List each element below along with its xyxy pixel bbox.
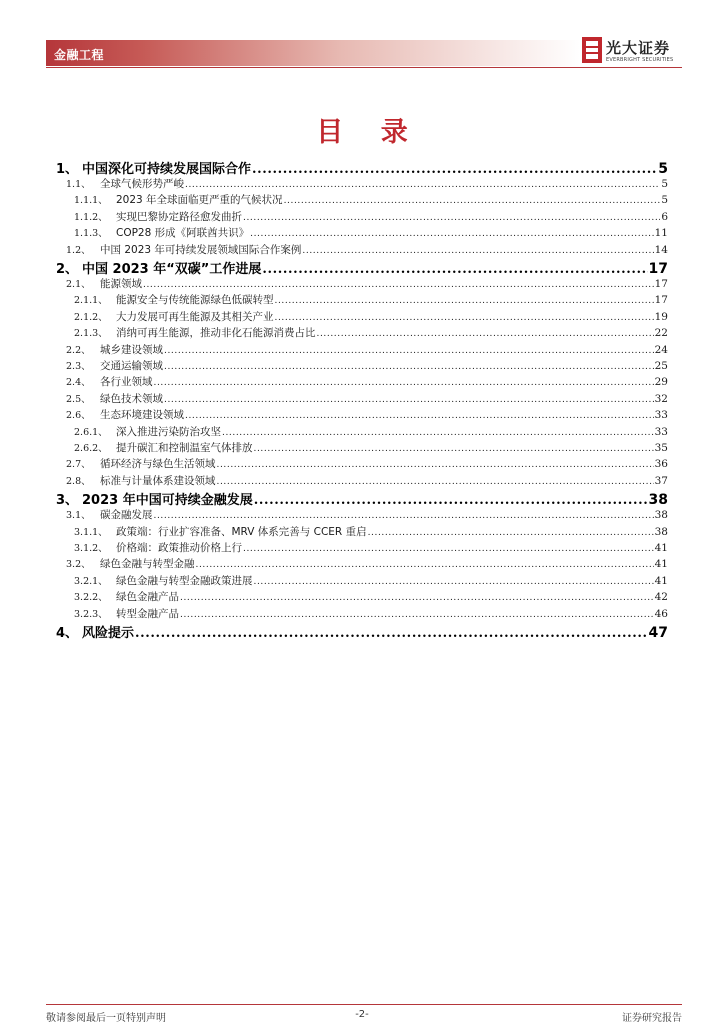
- toc-entry-number: 3.2.2、: [74, 592, 108, 604]
- toc-entry-page: 32: [654, 392, 668, 405]
- toc-entry-number: 1.1、: [66, 179, 91, 190]
- toc-entry[interactable]: [66, 374, 668, 390]
- toc-entry-number: 3.1.1、: [74, 526, 108, 538]
- toc-entry-number: 2.5、: [66, 393, 91, 405]
- toc-entry[interactable]: [74, 424, 668, 440]
- toc-entry-title: 风险提示: [82, 626, 135, 641]
- toc-entry-page: 41: [654, 542, 668, 554]
- toc-entry-number: 3.1、: [66, 510, 91, 522]
- toc-entry-number: 3.2.1、: [74, 575, 108, 587]
- toc-entry-leader: [164, 344, 654, 356]
- toc-entry-leader: [154, 376, 654, 388]
- toc-entry-number: 2.6.2、: [74, 443, 108, 454]
- toc-entry-number: 2.4、: [66, 377, 91, 389]
- toc-entry-title: 能源领域: [100, 278, 142, 290]
- toc-entry-page: 25: [654, 360, 668, 372]
- toc-entry-number: 1.2、: [66, 244, 91, 256]
- toc-entry-page: 38: [654, 525, 668, 538]
- toc-entry-page: 41: [654, 574, 668, 587]
- toc-entry-page: 5: [661, 194, 668, 207]
- toc-entry-title: 生态环境建设领域: [100, 409, 184, 422]
- toc-entry-leader: [164, 360, 654, 372]
- toc-entry-number: 1.1.3、: [74, 228, 108, 240]
- toc-entry-leader: [185, 178, 660, 190]
- toc-entry[interactable]: [66, 407, 668, 423]
- toc-entry[interactable]: [74, 209, 668, 225]
- toc-entry-page: 37: [654, 474, 668, 487]
- toc-entry-title: 2023 年中国可持续金融发展: [82, 493, 253, 509]
- toc-entry-leader: [217, 475, 654, 487]
- toc-entry[interactable]: [74, 606, 668, 622]
- toc-entry-title: 2023 年全球面临更严重的气候状况: [116, 194, 283, 207]
- toc-entry[interactable]: [74, 440, 668, 456]
- toc-entry-number: 3、: [56, 493, 79, 509]
- section-label: 金融工程: [54, 48, 105, 62]
- page-number: -2-: [355, 1009, 369, 1020]
- toc-entry-leader: [164, 393, 654, 405]
- toc-entry-number: 2.1、: [66, 279, 91, 290]
- toc-entry-page: 17: [654, 278, 668, 290]
- toc-entry-leader: [284, 194, 661, 206]
- toc-entry-number: 2.6、: [66, 410, 91, 422]
- toc-entry-title: 绿色金融产品: [116, 591, 179, 604]
- toc-entry-title: 全球气候形势严峻: [100, 178, 184, 190]
- toc-entry[interactable]: [66, 556, 668, 572]
- toc-entry[interactable]: [56, 258, 668, 276]
- toc-entry[interactable]: [74, 524, 668, 540]
- toc-entry-leader: [243, 542, 654, 554]
- toc-entry-number: 2.1.2、: [74, 311, 108, 323]
- everbright-logo-icon: [582, 37, 602, 63]
- toc-entry-leader: [252, 162, 657, 177]
- toc-entry-page: 6: [661, 210, 668, 223]
- toc-entry-leader: [135, 626, 648, 641]
- toc-entry-number: 4、: [56, 626, 79, 641]
- logo-text-cn: 光大证券: [606, 39, 671, 57]
- toc-entry-title: 交通运输领域: [100, 360, 163, 372]
- toc-entry-number: 2.2、: [66, 344, 91, 356]
- toc-entry-page: 22: [654, 327, 668, 340]
- toc-entry-title: 深入推进污染防治攻坚: [116, 425, 221, 438]
- toc-entry-title: 中国 2023 年“双碳”工作进展: [82, 262, 262, 277]
- toc-entry-title: 各行业领域: [100, 376, 153, 389]
- toc-entry-leader: [262, 262, 647, 277]
- toc-entry-title: 城乡建设领域: [100, 343, 163, 356]
- toc-entry-leader: [243, 211, 660, 223]
- toc-entry-page: 35: [654, 442, 668, 454]
- toc-entry-page: 5: [658, 161, 668, 177]
- toc-entry-leader: [143, 278, 654, 290]
- toc-entry-title: 碳金融发展: [100, 509, 153, 522]
- footer-report-type: 证券研究报告: [622, 1013, 682, 1024]
- toc-entry-number: 2.1.3、: [74, 328, 108, 340]
- toc-entry-number: 2.8、: [66, 475, 91, 487]
- toc-entry-page: 42: [654, 591, 668, 604]
- toc-entry-number: 1.1.2、: [74, 211, 108, 223]
- toc-entry-leader: [302, 244, 653, 256]
- toc-entry[interactable]: [66, 391, 668, 407]
- toc-entry-title: 提升碳汇和控制温室气体排放: [116, 442, 253, 454]
- toc-entry-leader: [217, 458, 654, 470]
- toc-entry[interactable]: [56, 622, 668, 640]
- toc-entry-page: 38: [648, 492, 668, 509]
- toc-entry[interactable]: [66, 358, 668, 374]
- toc-entry-page: 38: [654, 509, 668, 522]
- toc-entry-leader: [254, 575, 654, 587]
- toc-entry-leader: [275, 294, 654, 306]
- brand-logo: [582, 37, 682, 67]
- header-band: [46, 40, 580, 66]
- toc-entry-title: 消纳可再生能源，推动非化石能源消费占比: [116, 327, 316, 340]
- toc-entry-page: 36: [654, 458, 668, 471]
- toc-entry-leader: [250, 227, 653, 239]
- toc-entry-leader: [185, 409, 654, 421]
- footer-disclaimer: 敬请参阅最后一页特别声明: [46, 1013, 166, 1024]
- toc-entry-leader: [368, 526, 654, 538]
- toc-entry-number: 3.2.3、: [74, 608, 108, 620]
- toc-entry-page: 24: [654, 343, 668, 356]
- header-rule: [46, 67, 682, 68]
- toc-entry-leader: [317, 327, 654, 339]
- toc-entry[interactable]: [74, 325, 668, 341]
- toc-entry-title: 标准与计量体系建设领域: [100, 474, 216, 487]
- toc-entry-title: 循环经济与绿色生活领域: [100, 458, 216, 471]
- toc-entry-title: 绿色金融与转型金融: [100, 558, 195, 571]
- toc-entry[interactable]: [74, 573, 668, 589]
- toc-entry-page: 46: [654, 607, 668, 620]
- toc-entry-title: 政策端：行业扩容准备、MRV 体系完善与 CCER 重启: [116, 525, 367, 538]
- toc-entry[interactable]: [66, 342, 668, 358]
- toc-entry-page: 5: [661, 178, 668, 190]
- toc-entry-number: 1、: [56, 162, 79, 177]
- toc-entry[interactable]: [56, 489, 668, 507]
- toc-entry-title: 价格端：政策推动价格上行: [116, 542, 242, 554]
- toc-entry-number: 2.7、: [66, 459, 91, 471]
- toc-entry-number: 3.1.2、: [74, 543, 108, 554]
- toc-entry-leader: [180, 591, 654, 603]
- toc-entry[interactable]: [66, 176, 668, 192]
- toc-entry-leader: [180, 608, 654, 620]
- toc-entry-title: 大力发展可再生能源及其相关产业: [116, 310, 274, 323]
- toc-entry[interactable]: [74, 589, 668, 605]
- toc-entry-title: COP28 形成《阿联酋共识》: [116, 227, 250, 240]
- toc-entry-leader: [254, 493, 648, 508]
- toc-entry-leader: [196, 558, 654, 570]
- toc-entry-title: 中国深化可持续发展国际合作: [82, 162, 252, 177]
- toc-entry-leader: [154, 509, 654, 521]
- toc-entry-number: 2.1.1、: [74, 295, 108, 307]
- toc-entry-page: 14: [654, 243, 668, 256]
- toc-entry-page: 47: [648, 625, 668, 641]
- toc-entry[interactable]: [74, 192, 668, 208]
- toc-entry[interactable]: [74, 540, 668, 556]
- toc-entry-leader: [222, 426, 654, 438]
- toc-entry[interactable]: [74, 225, 668, 241]
- toc-entry-title: 实现巴黎协定路径愈发曲折: [116, 210, 242, 223]
- toc-entry[interactable]: [74, 309, 668, 325]
- toc-entry-page: 17: [654, 294, 668, 307]
- toc-entry-title: 中国 2023 年可持续发展领域国际合作案例: [100, 243, 302, 256]
- toc-entry[interactable]: [66, 276, 668, 292]
- toc-entry-title: 能源安全与传统能源绿色低碳转型: [116, 294, 274, 307]
- toc-entry-number: 3.2、: [66, 559, 91, 571]
- toc-entry-page: 41: [654, 558, 668, 571]
- toc-entry-number: 2.6.1、: [74, 426, 108, 438]
- toc-entry[interactable]: [74, 292, 668, 308]
- page-title: 目 录: [316, 117, 422, 148]
- toc-entry-page: 29: [654, 376, 668, 389]
- toc-entry-title: 绿色金融与转型金融政策进展: [116, 574, 253, 587]
- toc-entry-page: 17: [648, 261, 668, 277]
- toc-entry-page: 33: [654, 425, 668, 438]
- toc-entry-title: 绿色技术领域: [100, 392, 163, 405]
- toc-entry[interactable]: [66, 242, 668, 258]
- toc-entry[interactable]: [56, 158, 668, 176]
- toc-entry-number: 1.1.1、: [74, 195, 108, 207]
- toc-entry-page: 19: [654, 310, 668, 323]
- toc-entry-number: 2、: [56, 262, 79, 277]
- toc-entry-page: 11: [654, 227, 668, 240]
- toc-entry-leader: [275, 311, 654, 323]
- toc-entry-title: 转型金融产品: [116, 607, 179, 620]
- toc-entry[interactable]: [66, 473, 668, 489]
- toc-entry[interactable]: [66, 456, 668, 472]
- toc-entry-number: 2.3、: [66, 361, 91, 372]
- toc-entry-page: 33: [654, 409, 668, 422]
- toc-entry[interactable]: [66, 507, 668, 523]
- footer-rule: [46, 1004, 682, 1005]
- toc-entry-leader: [254, 442, 654, 454]
- logo-text-en: EVERBRIGHT SECURITIES: [606, 57, 674, 63]
